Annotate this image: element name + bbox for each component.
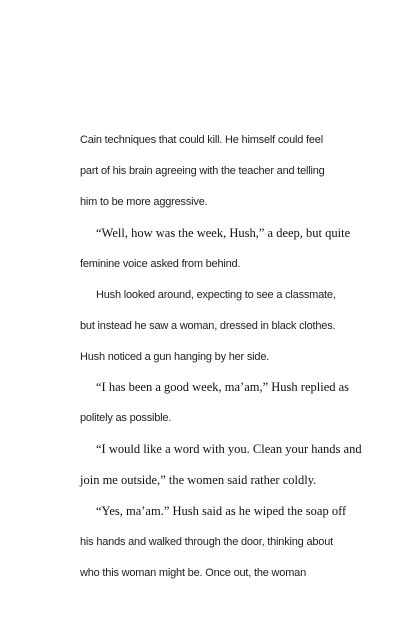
text-line-3: him to be more aggressive. <box>80 196 208 208</box>
text-line-7: but instead he saw a woman, dressed in black clothes. <box>80 320 336 332</box>
text-line-13: “Yes, ma’am.” Hush said as he wiped the soap off <box>96 504 347 518</box>
text-line-8: Hush noticed a gun hanging by her side. <box>80 351 270 363</box>
text-line-11: “I would like a word with you. Clean your hands and <box>96 442 362 456</box>
text-line-15: who this woman might be. Once out, the woman <box>80 567 306 579</box>
text-line-2: part of his brain agreeing with the teacher and telling <box>80 165 325 177</box>
text-line-14: his hands and walked through the door, thinking about <box>80 536 333 548</box>
text-line-1: Cain techniques that could kill. He himself could feel <box>80 134 323 146</box>
text-line-4: “Well, how was the week, Hush,” a deep, but quite <box>96 226 351 240</box>
text-line-10: politely as possible. <box>80 412 172 424</box>
text-line-9: “I has been a good week, ma’am,” Hush replied as <box>96 380 350 394</box>
text-line-12: join me outside,” the women said rather coldly. <box>80 473 317 487</box>
text-line-5: feminine voice asked from behind. <box>80 258 241 270</box>
text-line-6: Hush looked around, expecting to see a classmate, <box>96 289 336 301</box>
